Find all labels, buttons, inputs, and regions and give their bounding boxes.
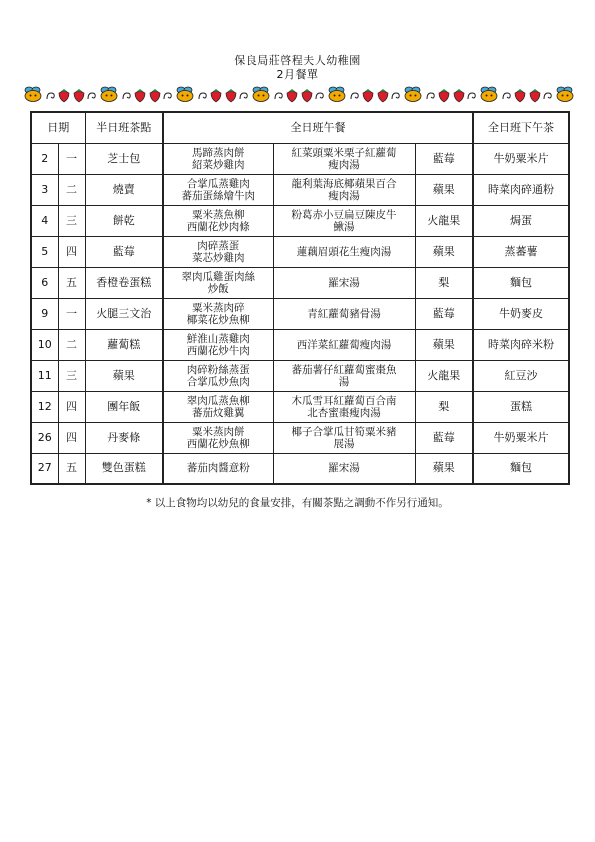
strawberry-icon <box>57 87 71 103</box>
footnote: * 以上食物均以幼兒的食量安排，有關茶點之調動不作另行通知。 <box>146 497 449 509</box>
school-name: 保良局莊啓程夫人幼稚園 <box>234 54 361 67</box>
full-day-tea-cell: 時菜肉碎通粉 <box>473 174 569 205</box>
weekday-cell: 五 <box>58 267 85 298</box>
lunch-main-dish-cell: 肉碎蒸蛋 菜芯炒雞肉 <box>163 236 273 267</box>
full-day-tea-cell: 麵包 <box>473 267 569 298</box>
lunch-soup-cell: 羅宋湯 <box>273 453 415 484</box>
table-row <box>31 453 569 484</box>
half-day-snack-cell: 芝士包 <box>85 143 163 174</box>
lunch-soup-cell: 紅菜頭粟米栗子紅蘿蔔 瘦肉湯 <box>273 143 415 174</box>
lunch-fruit-cell: 藍莓 <box>415 143 473 174</box>
lunch-fruit-cell: 蘋果 <box>415 329 473 360</box>
lunch-soup-cell: 蓮藕眉頭花生瘦肉湯 <box>273 236 415 267</box>
lunch-main-dish-cell: 粟米蒸肉餅 西蘭花炒魚柳 <box>163 422 273 453</box>
half-day-snack-cell: 丹麥條 <box>85 422 163 453</box>
full-day-tea-cell: 蒸蕃薯 <box>473 236 569 267</box>
curl-icon <box>198 91 208 101</box>
full-day-tea-cell: 牛奶粟米片 <box>473 422 569 453</box>
decorative-border <box>22 83 582 107</box>
day-cell: 9 <box>31 298 58 329</box>
day-cell: 3 <box>31 174 58 205</box>
curl-icon <box>239 91 249 101</box>
table-row <box>31 267 569 298</box>
table-row <box>31 174 569 205</box>
weekday-cell: 三 <box>58 360 85 391</box>
strawberry-icon <box>148 87 162 103</box>
lunch-soup-cell: 粉葛赤小豆扁豆陳皮牛 鰍湯 <box>273 205 415 236</box>
table-header-row <box>31 112 569 143</box>
curl-icon <box>163 91 173 101</box>
lunch-soup-cell: 木瓜雪耳紅蘿蔔百合南 北杏蜜棗瘦肉湯 <box>273 391 415 422</box>
lunch-fruit-cell: 蘋果 <box>415 453 473 484</box>
half-day-snack-cell: 雙色蛋糕 <box>85 453 163 484</box>
lunch-main-dish-cell: 馬蹄蒸肉餅 紹菜炒雞肉 <box>163 143 273 174</box>
day-cell: 11 <box>31 360 58 391</box>
half-day-snack-cell: 團年飯 <box>85 391 163 422</box>
lunch-main-dish-cell: 蕃茄肉醬意粉 <box>163 453 273 484</box>
half-day-snack-cell: 餅乾 <box>85 205 163 236</box>
full-day-tea-cell: 牛奶麥皮 <box>473 298 569 329</box>
strawberry-icon <box>285 87 299 103</box>
table-row <box>31 422 569 453</box>
header-date: 日期 <box>31 112 85 143</box>
lunch-fruit-cell: 火龍果 <box>415 205 473 236</box>
full-day-tea-cell: 牛奶粟米片 <box>473 143 569 174</box>
lunch-fruit-cell: 蘋果 <box>415 174 473 205</box>
lunch-main-dish-cell: 鮮淮山蒸雞肉 西蘭花炒牛肉 <box>163 329 273 360</box>
table-row <box>31 360 569 391</box>
strawberry-icon <box>224 87 238 103</box>
curl-icon <box>46 91 56 101</box>
day-cell: 12 <box>31 391 58 422</box>
curl-icon <box>467 91 477 101</box>
strawberry-icon <box>133 87 147 103</box>
weekday-cell: 三 <box>58 205 85 236</box>
table-row <box>31 143 569 174</box>
lunch-soup-cell: 羅宋湯 <box>273 267 415 298</box>
day-cell: 2 <box>31 143 58 174</box>
menu-month-title: 2月餐單 <box>276 68 319 81</box>
half-day-snack-cell: 香橙卷蛋糕 <box>85 267 163 298</box>
lunch-fruit-cell: 火龍果 <box>415 360 473 391</box>
full-day-tea-cell: 紅豆沙 <box>473 360 569 391</box>
day-cell: 5 <box>31 236 58 267</box>
header-half-day-snack: 半日班茶點 <box>85 112 163 143</box>
strawberry-icon <box>376 87 390 103</box>
day-cell: 4 <box>31 205 58 236</box>
curl-icon <box>274 91 284 101</box>
lunch-main-dish-cell: 合掌瓜蒸雞肉 蕃茄蛋絲燴牛肉 <box>163 174 273 205</box>
curl-icon <box>87 91 97 101</box>
bee-icon <box>98 85 120 103</box>
day-cell: 27 <box>31 453 58 484</box>
day-cell: 10 <box>31 329 58 360</box>
strawberry-icon <box>452 87 466 103</box>
lunch-soup-cell: 蕃茄薯仔紅蘿蔔蜜棗魚 湯 <box>273 360 415 391</box>
lunch-main-dish-cell: 翠肉瓜雞蛋肉絲 炒飯 <box>163 267 273 298</box>
lunch-main-dish-cell: 肉碎粉絲蒸蛋 合掌瓜炒魚肉 <box>163 360 273 391</box>
half-day-snack-cell: 火腿三文治 <box>85 298 163 329</box>
strawberry-icon <box>361 87 375 103</box>
full-day-tea-cell: 焗蛋 <box>473 205 569 236</box>
weekday-cell: 二 <box>58 329 85 360</box>
strawberry-icon <box>209 87 223 103</box>
strawberry-icon <box>513 87 527 103</box>
bee-icon <box>402 85 424 103</box>
bee-icon <box>326 85 348 103</box>
curl-icon <box>350 91 360 101</box>
full-day-tea-cell: 時菜肉碎米粉 <box>473 329 569 360</box>
lunch-main-dish-cell: 粟米蒸肉碎 椰菜花炒魚柳 <box>163 298 273 329</box>
header-full-day-lunch: 全日班午餐 <box>163 112 473 143</box>
lunch-soup-cell: 青紅蘿蔔豬骨湯 <box>273 298 415 329</box>
half-day-snack-cell: 蘋果 <box>85 360 163 391</box>
day-cell: 26 <box>31 422 58 453</box>
lunch-main-dish-cell: 翠肉瓜蒸魚柳 蕃茄炆雞翼 <box>163 391 273 422</box>
weekday-cell: 二 <box>58 174 85 205</box>
half-day-snack-cell: 蘿蔔糕 <box>85 329 163 360</box>
table-row <box>31 236 569 267</box>
curl-icon <box>543 91 553 101</box>
weekday-cell: 四 <box>58 236 85 267</box>
table-row <box>31 205 569 236</box>
header-full-day-tea: 全日班下午茶 <box>473 112 569 143</box>
weekday-cell: 一 <box>58 298 85 329</box>
weekday-cell: 一 <box>58 143 85 174</box>
curl-icon <box>391 91 401 101</box>
curl-icon <box>122 91 132 101</box>
weekday-cell: 四 <box>58 391 85 422</box>
table-row <box>31 391 569 422</box>
lunch-fruit-cell: 藍莓 <box>415 422 473 453</box>
menu-table <box>30 111 570 485</box>
bee-icon <box>22 85 44 103</box>
curl-icon <box>502 91 512 101</box>
curl-icon <box>426 91 436 101</box>
curl-icon <box>315 91 325 101</box>
strawberry-icon <box>300 87 314 103</box>
lunch-soup-cell: 西洋菜紅蘿蔔瘦肉湯 <box>273 329 415 360</box>
half-day-snack-cell: 燒賣 <box>85 174 163 205</box>
lunch-fruit-cell: 藍莓 <box>415 298 473 329</box>
bee-icon <box>554 85 576 103</box>
table-row <box>31 329 569 360</box>
strawberry-icon <box>72 87 86 103</box>
weekday-cell: 四 <box>58 422 85 453</box>
lunch-main-dish-cell: 粟米蒸魚柳 西蘭花炒肉條 <box>163 205 273 236</box>
lunch-fruit-cell: 梨 <box>415 391 473 422</box>
table-row <box>31 298 569 329</box>
bee-icon <box>250 85 272 103</box>
lunch-fruit-cell: 梨 <box>415 267 473 298</box>
full-day-tea-cell: 蛋糕 <box>473 391 569 422</box>
half-day-snack-cell: 藍莓 <box>85 236 163 267</box>
weekday-cell: 五 <box>58 453 85 484</box>
bee-icon <box>478 85 500 103</box>
lunch-soup-cell: 椰子合掌瓜甘筍粟米豬 展湯 <box>273 422 415 453</box>
bee-icon <box>174 85 196 103</box>
full-day-tea-cell: 麵包 <box>473 453 569 484</box>
lunch-fruit-cell: 蘋果 <box>415 236 473 267</box>
lunch-soup-cell: 龍利葉海底椰蘋果百合 瘦肉湯 <box>273 174 415 205</box>
strawberry-icon <box>528 87 542 103</box>
day-cell: 6 <box>31 267 58 298</box>
strawberry-icon <box>437 87 451 103</box>
